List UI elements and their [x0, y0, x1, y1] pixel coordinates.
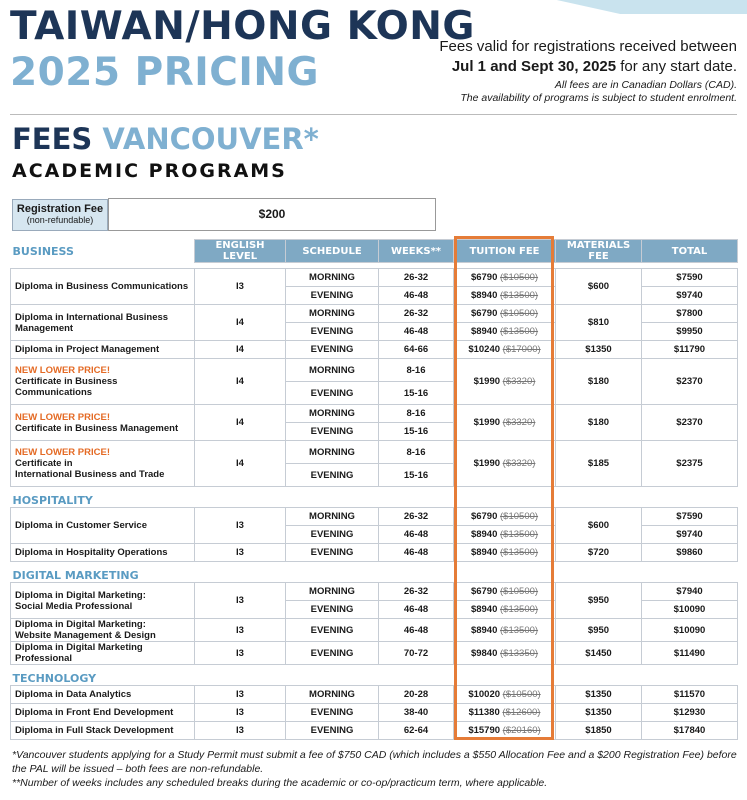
english-level: I4: [195, 359, 286, 405]
section-location: VANCOUVER*: [102, 122, 319, 156]
materials-fee: $1350: [556, 704, 642, 722]
section-fees-word: FEES: [12, 122, 103, 156]
schedule: MORNING: [286, 686, 379, 704]
total: $2370: [642, 359, 738, 405]
table-row: [11, 722, 738, 740]
table-row: [11, 704, 738, 722]
registration-label: Registration Fee: [16, 203, 104, 215]
total: $11570: [642, 686, 738, 704]
table-row: [11, 686, 738, 704]
materials-fee: $1350: [556, 686, 642, 704]
divider: [10, 114, 737, 115]
table-row: [11, 583, 738, 601]
english-level: I3: [195, 686, 286, 704]
program-name: Diploma in Business Communications: [11, 269, 195, 305]
program-name: Diploma in Digital Marketing: Social Media Professional: [11, 583, 195, 619]
weeks: 46-48: [379, 526, 454, 544]
table-row: [11, 619, 738, 642]
weeks: 15-16: [379, 382, 454, 405]
validity-post: for any start date.: [616, 58, 737, 75]
category-business: BUSINESS: [12, 244, 74, 258]
registration-fee-value: $200: [108, 198, 436, 231]
footnote-weeks: **Number of weeks includes any scheduled breaks during the academic or co-op/practicum term, where applicable.: [12, 777, 548, 789]
weeks: 8-16: [379, 441, 454, 464]
schedule: EVENING: [286, 704, 379, 722]
materials-fee: $950: [556, 583, 642, 619]
program-name: Diploma in Full Stack Development: [11, 722, 195, 740]
total: $9950: [642, 323, 738, 341]
program-name: Diploma in Hospitality Operations: [11, 544, 195, 562]
tuition-fee: $1990 ($3320): [454, 405, 556, 441]
tuition-fee: $1990 ($3320): [454, 359, 556, 405]
col-weeks: WEEKS**: [379, 240, 454, 263]
program-name: Diploma in Front End Development: [11, 704, 195, 722]
col-schedule: SCHEDULE: [286, 240, 379, 263]
english-level: I4: [195, 441, 286, 487]
program-name: Diploma in International Business Management: [11, 305, 195, 341]
validity-pre: Fees valid for registrations received between: [439, 38, 737, 55]
currency-note: All fees are in Canadian Dollars (CAD).: [554, 79, 737, 91]
tuition-fee: $6790 ($10500): [454, 508, 556, 526]
weeks: 70-72: [379, 642, 454, 665]
total: $9740: [642, 526, 738, 544]
weeks: 15-16: [379, 464, 454, 487]
tuition-fee: $8940 ($13500): [454, 526, 556, 544]
weeks: 26-32: [379, 305, 454, 323]
schedule: EVENING: [286, 464, 379, 487]
english-level: I3: [195, 583, 286, 619]
page-title: TAIWAN/HONG KONG: [10, 4, 475, 49]
table-header-row: [11, 240, 738, 263]
total: $2375: [642, 441, 738, 487]
schedule: MORNING: [286, 269, 379, 287]
english-level: I4: [195, 305, 286, 341]
tuition-fee: $1990 ($3320): [454, 441, 556, 487]
tuition-fee: $8940 ($13500): [454, 287, 556, 305]
validity-notice: [430, 37, 737, 77]
weeks: 46-48: [379, 544, 454, 562]
total: $9740: [642, 287, 738, 305]
materials-fee: $180: [556, 359, 642, 405]
total: $11790: [642, 341, 738, 359]
new-price-badge: NEW LOWER PRICE!: [15, 365, 110, 376]
registration-sublabel: (non-refundable): [26, 215, 94, 225]
top-decorative-band: [430, 0, 747, 14]
col-materials-fee: MATERIALS FEE: [556, 240, 642, 263]
english-level: I3: [195, 619, 286, 642]
english-level: I4: [195, 341, 286, 359]
program-name: Diploma in Digital Marketing Professional: [11, 642, 195, 665]
schedule: MORNING: [286, 583, 379, 601]
materials-fee: $720: [556, 544, 642, 562]
total: $7590: [642, 269, 738, 287]
english-level: I3: [195, 508, 286, 544]
footnote-study-permit: *Vancouver students applying for a Study Permit must submit a fee of $750 CAD (which includes a $550 Allocation Fee and a $200 Registration Fee) before the PAL will be issued – both fees are non-refundable.: [12, 749, 737, 775]
fee-notes: [380, 79, 737, 105]
table-row: [11, 341, 738, 359]
category-hospitality: HOSPITALITY: [12, 494, 93, 507]
total: $9860: [642, 544, 738, 562]
table-row: [11, 305, 738, 323]
weeks: 26-32: [379, 269, 454, 287]
tuition-fee: $6790 ($10500): [454, 583, 556, 601]
weeks: 8-16: [379, 405, 454, 423]
total: $11490: [642, 642, 738, 665]
materials-fee: $1350: [556, 341, 642, 359]
pricing-table: [10, 239, 738, 740]
tuition-fee: $8940 ($13500): [454, 601, 556, 619]
schedule: EVENING: [286, 382, 379, 405]
section-subtitle: ACADEMIC PROGRAMS: [12, 160, 287, 182]
program-name: Diploma in Digital Marketing: Website Management & Design: [11, 619, 195, 642]
col-total: TOTAL: [642, 240, 738, 263]
schedule: EVENING: [286, 287, 379, 305]
schedule: EVENING: [286, 619, 379, 642]
program-name: NEW LOWER PRICE! Certificate in International Business and Trade: [11, 441, 195, 487]
col-tuition-fee: TUITION FEE: [454, 240, 556, 263]
schedule: MORNING: [286, 508, 379, 526]
program-name: NEW LOWER PRICE! Certificate in Business Management: [11, 405, 195, 441]
schedule: EVENING: [286, 323, 379, 341]
tuition-fee: $9840 ($13350): [454, 642, 556, 665]
weeks: 26-32: [379, 508, 454, 526]
total: $7800: [642, 305, 738, 323]
schedule: EVENING: [286, 423, 379, 441]
tuition-fee: $6790 ($10500): [454, 269, 556, 287]
table-row: [11, 441, 738, 464]
program-name: Diploma in Customer Service: [11, 508, 195, 544]
total: $7590: [642, 508, 738, 526]
new-price-badge: NEW LOWER PRICE!: [15, 411, 110, 423]
tuition-fee: $8940 ($13500): [454, 619, 556, 642]
english-level: I3: [195, 642, 286, 665]
tuition-fee: $8940 ($13500): [454, 544, 556, 562]
total: $10090: [642, 601, 738, 619]
schedule: EVENING: [286, 526, 379, 544]
weeks: 20-28: [379, 686, 454, 704]
materials-fee: $810: [556, 305, 642, 341]
materials-fee: $600: [556, 508, 642, 544]
total: $10090: [642, 619, 738, 642]
page-subtitle: 2025 PRICING: [10, 50, 320, 95]
materials-fee: $185: [556, 441, 642, 487]
category-technology: TECHNOLOGY: [12, 672, 97, 685]
program-name: Diploma in Data Analytics: [11, 686, 195, 704]
col-english-level: ENGLISH LEVEL: [195, 240, 286, 263]
english-level: I3: [195, 704, 286, 722]
materials-fee: $950: [556, 619, 642, 642]
availability-note: The availability of programs is subject to student enrolment.: [460, 92, 737, 104]
total: $17840: [642, 722, 738, 740]
schedule: MORNING: [286, 359, 379, 382]
total: $12930: [642, 704, 738, 722]
weeks: 46-48: [379, 601, 454, 619]
weeks: 46-48: [379, 619, 454, 642]
english-level: I3: [195, 722, 286, 740]
table-row: [11, 508, 738, 526]
table-row: [11, 544, 738, 562]
schedule: MORNING: [286, 405, 379, 423]
tuition-fee: $10240 ($17000): [454, 341, 556, 359]
weeks: 46-48: [379, 287, 454, 305]
program-name: NEW LOWER PRICE! Certificate in Business Communications: [11, 359, 195, 405]
validity-dates: Jul 1 and Sept 30, 2025: [451, 58, 617, 75]
materials-fee: $180: [556, 405, 642, 441]
schedule: EVENING: [286, 544, 379, 562]
tuition-fee: $8940 ($13500): [454, 323, 556, 341]
weeks: 26-32: [379, 583, 454, 601]
registration-fee-label: [12, 199, 108, 231]
table-row: [11, 359, 738, 382]
english-level: I3: [195, 269, 286, 305]
footnotes: [12, 748, 737, 790]
table-row: [11, 405, 738, 423]
weeks: 15-16: [379, 423, 454, 441]
schedule: MORNING: [286, 305, 379, 323]
schedule: EVENING: [286, 642, 379, 665]
weeks: 46-48: [379, 323, 454, 341]
english-level: I4: [195, 405, 286, 441]
total: $2370: [642, 405, 738, 441]
tuition-fee: $10020 ($10500): [454, 686, 556, 704]
new-price-badge: NEW LOWER PRICE!: [15, 447, 110, 458]
schedule: EVENING: [286, 601, 379, 619]
table-row: [11, 642, 738, 665]
materials-fee: $600: [556, 269, 642, 305]
schedule: EVENING: [286, 341, 379, 359]
tuition-fee: $6790 ($10500): [454, 305, 556, 323]
weeks: 38-40: [379, 704, 454, 722]
weeks: 62-64: [379, 722, 454, 740]
schedule: EVENING: [286, 722, 379, 740]
english-level: I3: [195, 544, 286, 562]
total: $7940: [642, 583, 738, 601]
materials-fee: $1850: [556, 722, 642, 740]
tuition-fee: $11380 ($12600): [454, 704, 556, 722]
program-name: Diploma in Project Management: [11, 341, 195, 359]
weeks: 64-66: [379, 341, 454, 359]
materials-fee: $1450: [556, 642, 642, 665]
table-row: [11, 269, 738, 287]
tuition-fee: $15790 ($20160): [454, 722, 556, 740]
category-digital-marketing: DIGITAL MARKETING: [12, 569, 139, 582]
section-title: [12, 122, 319, 156]
schedule: MORNING: [286, 441, 379, 464]
weeks: 8-16: [379, 359, 454, 382]
